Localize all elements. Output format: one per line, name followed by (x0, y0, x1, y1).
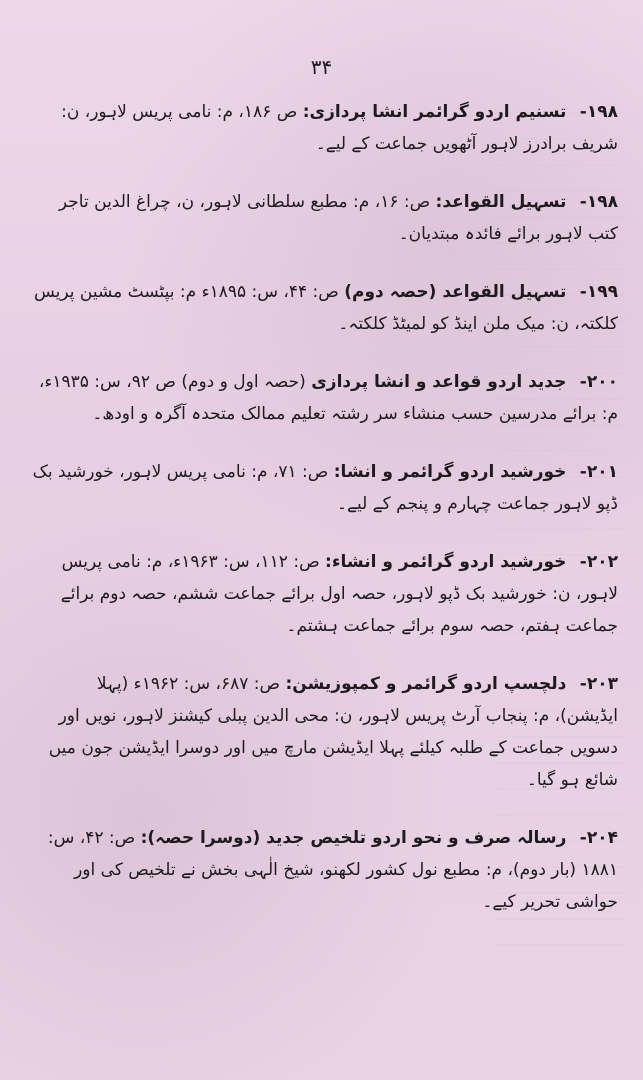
entry-number: ۲۰۳- (579, 674, 618, 694)
entry-number: ۲۰۴- (579, 828, 618, 848)
entry-number: ۲۰۱- (579, 462, 618, 482)
bibliography-entry (32, 668, 618, 796)
entry-title: تسہیل القواعد: (435, 192, 567, 212)
entry-title: رسالہ صرف و نحو اردو تلخیص جدید (دوسرا حصہ): (140, 828, 567, 848)
bibliography-entry (32, 96, 618, 160)
entry-details: ص: ۱۱۲، س: ۱۹۶۳ء، م: نامی پریس لاہور، ن: خورشید بک ڈپو لاہور، حصہ اول برائے جماعت ششم، حصہ دوم برائے جماعت ہفتم، حصہ سوم برائے جماعت ہشتم۔ (60, 552, 618, 636)
bibliography-entry (32, 456, 618, 520)
entry-title: تسہیل القواعد (حصہ دوم) (344, 282, 567, 302)
bibliography-entry (32, 186, 618, 250)
entry-details: (حصہ اول و دوم) ص ۹۲، س: ۱۹۳۵ء، م: برائے مدرسین حسب منشاء سر رشتہ تعلیم ممالک متحدہ آگرہ و اودھ۔ (38, 372, 618, 424)
bibliography-entry (32, 276, 618, 340)
page-number: ۳۴ (310, 55, 333, 79)
entry-number: ۲۰۰- (579, 372, 618, 392)
entry-number: ۱۹۸- (579, 102, 618, 122)
entry-title: جدید اردو قواعد و انشا پردازی (311, 372, 567, 392)
bibliography-entry (32, 546, 618, 642)
bibliography-entries (32, 96, 618, 944)
bibliography-entry (32, 366, 618, 430)
entry-details: ص: ۷۱، م: نامی پریس لاہور، خورشید بک ڈپو لاہور جماعت چہارم و پنجم کے لیے۔ (32, 462, 618, 514)
entry-title: دلچسپ اردو گرائمر و کمپوزیشن: (285, 674, 567, 694)
entry-details: ص: ۴۲، س: ۱۸۸۱ (بار دوم)، م: مطبع نول کشور لکھنو، شیخ الٰہی بخش نے تلخیص کی اور حواشی تحریر کیے۔ (47, 828, 618, 912)
bibliography-entry (32, 822, 618, 918)
entry-number: ۱۹۸- (579, 192, 618, 212)
entry-details: ص ۱۸۶، م: نامی پریس لاہور، ن: شریف برادرز لاہور آٹھویں جماعت کے لیے۔ (61, 102, 618, 154)
entry-number: ۲۰۲- (579, 552, 618, 572)
entry-title: خورشید اردو گرائمر و انشا: (333, 462, 567, 482)
entry-details: ص: ۶۸۷، س: ۱۹۶۲ء (پہلا ایڈیشن)، م: پنجاب آرٹ پریس لاہور، ن: محی الدین پبلی کیشنز لاہور، نویں اور دسویں جماعت کے طلبہ کیلئے پہلا ایڈیشن مارچ میں اور دوسرا ایڈیشن جون میں شائع ہو گیا۔ (48, 674, 618, 790)
entry-title: خورشید اردو گرائمر و انشاء: (325, 552, 567, 572)
entry-details: ص: ۱۶، م: مطبع سلطانی لاہور، ن، چراغ الدین تاجر کتب لاہور برائے فائدہ مبتدیان۔ (58, 192, 618, 244)
entry-number: ۱۹۹- (579, 282, 618, 302)
entry-title: تسنیم اردو گرائمر انشا پردازی: (302, 102, 567, 122)
entry-details: ص: ۴۴، س: ۱۸۹۵ء م: بپٹسٹ مشین پریس کلکتہ، ن: میک ملن اینڈ کو لمیٹڈ کلکتہ۔ (34, 282, 618, 334)
